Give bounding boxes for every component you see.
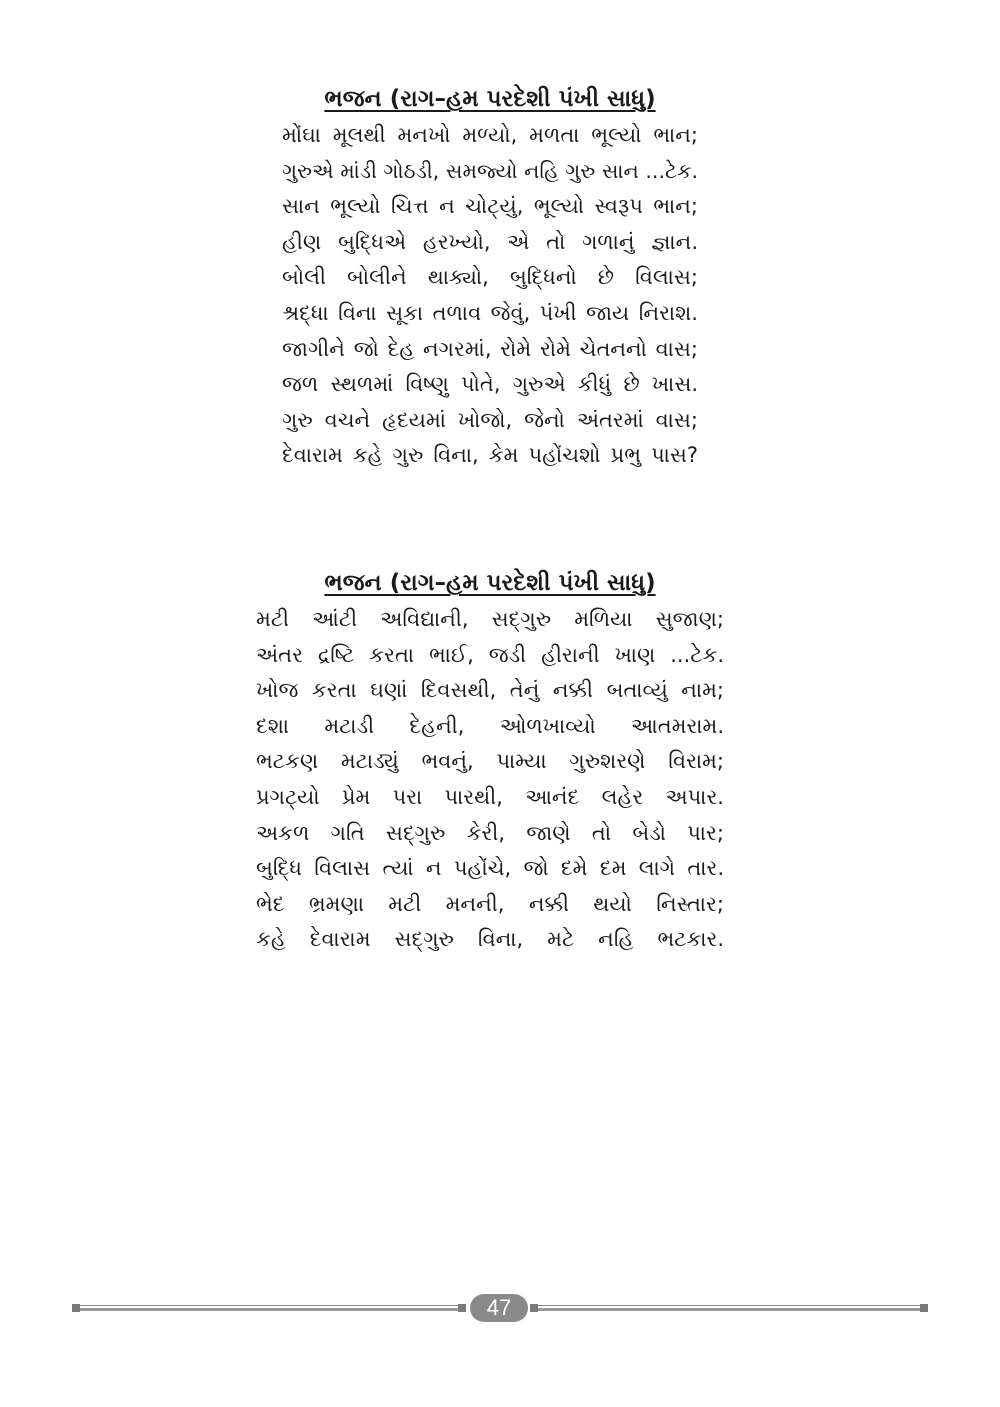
verse-line: જળ સ્થળમાં વિષ્ણુ પોતે, ગુરુએ કીધું છે ખાસ.: [282, 372, 698, 397]
verse-line: દશા મટાડી દેહની, ઓળખાવ્યો આતમરામ.: [256, 713, 724, 738]
rule-thin-line: [80, 1305, 458, 1306]
verse-line: અંતર દ્રષ્ટિ કરતા ભાઈ, જડી હીરાની ખાણ ...ટેક.: [256, 642, 724, 667]
verse-line: ભટકણ મટાડ્યું ભવનું, પામ્યા ગુરુશરણે વિરામ;: [256, 749, 724, 774]
rule-end-square: [458, 1304, 466, 1312]
verse-line: ભેદ ભ્રમણા મટી મનની, નક્કી થયો નિસ્તાર;: [256, 891, 724, 916]
verse-line: ગુરુ વચને હૃદયમાં ખોજો, જેનો અંતરમાં વાસ;: [282, 407, 698, 432]
verse-line: મટી આંટી અવિદ્યાની, સદ્‌ગુરુ મળિયા સુજાણ;: [256, 607, 724, 631]
bhajan-title: ભજન (રાગ–હમ પરદેશી પંખી સાધુ): [324, 570, 656, 596]
verse-line: દેવારામ કહે ગુરુ વિના, કેમ પહોંચશો પ્રભુ પાસ?: [282, 443, 698, 468]
footer-rule-left: [72, 1304, 466, 1312]
bhajan-verse: [282, 118, 698, 474]
verse-line: હીણ બુદ્ધિએ હરખ્યો, એ તો ગળાનું જ્ઞાન.: [282, 229, 698, 254]
rule-end-square: [72, 1304, 80, 1312]
verse-line: શ્રદ્ધા વિના સૂકા તળાવ જેવું, પંખી જાય નિરાશ.: [282, 300, 698, 325]
footer-rule-right: [530, 1304, 928, 1312]
verse-line: ખોજ કરતા ઘણાં દિવસથી, તેનું નક્કી બતાવ્યું નામ;: [256, 678, 724, 703]
rule-thick-line: [80, 1308, 458, 1311]
bhajan-title: ભજન (રાગ–હમ પરદેશી પંખી સાધુ): [324, 86, 656, 112]
bhajan-verse: [256, 602, 724, 958]
rule-thin-line: [538, 1305, 920, 1306]
page-number: 47: [470, 1294, 528, 1322]
verse-line: અકળ ગતિ સદ્‌ગુરુ કેરી, જાણે તો બેડો પાર;: [256, 820, 724, 845]
bhajan-section-1: [282, 82, 698, 474]
page-footer: [72, 1294, 928, 1324]
rule-end-square: [530, 1304, 538, 1312]
bhajan-section-2: [256, 566, 724, 958]
verse-line: પ્રગટ્યો પ્રેમ પરા પારથી, આનંદ લહેર અપાર.: [256, 784, 724, 809]
verse-line: ગુરુએ માંડી ગોઠડી, સમજ્યો નહિ ગુરુ સાન ...ટેક.: [282, 158, 698, 183]
verse-line: કહે દેવારામ સદ્‌ગુરુ વિના, મટે નહિ ભટકાર.: [256, 927, 724, 952]
verse-line: જાગીને જો દેહ નગરમાં, રોમે રોમે ચેતનનો વાસ;: [282, 336, 698, 361]
rule-thick-line: [538, 1308, 920, 1311]
rule-end-square: [920, 1304, 928, 1312]
verse-line: મોંઘા મૂલથી મનખો મળ્યો, મળતા ભૂલ્યો ભાન;: [282, 123, 698, 147]
verse-line: બુદ્ધિ વિલાસ ત્યાં ન પહોંચે, જો દમે દમ લાગે તાર.: [256, 856, 724, 881]
verse-line: બોલી બોલીને થાક્યો, બુદ્ધિનો છે વિલાસ;: [282, 265, 698, 290]
verse-line: સાન ભૂલ્યો ચિત્ત ન ચોટ્યું, ભૂલ્યો સ્વરૂપ ભાન;: [282, 194, 698, 219]
